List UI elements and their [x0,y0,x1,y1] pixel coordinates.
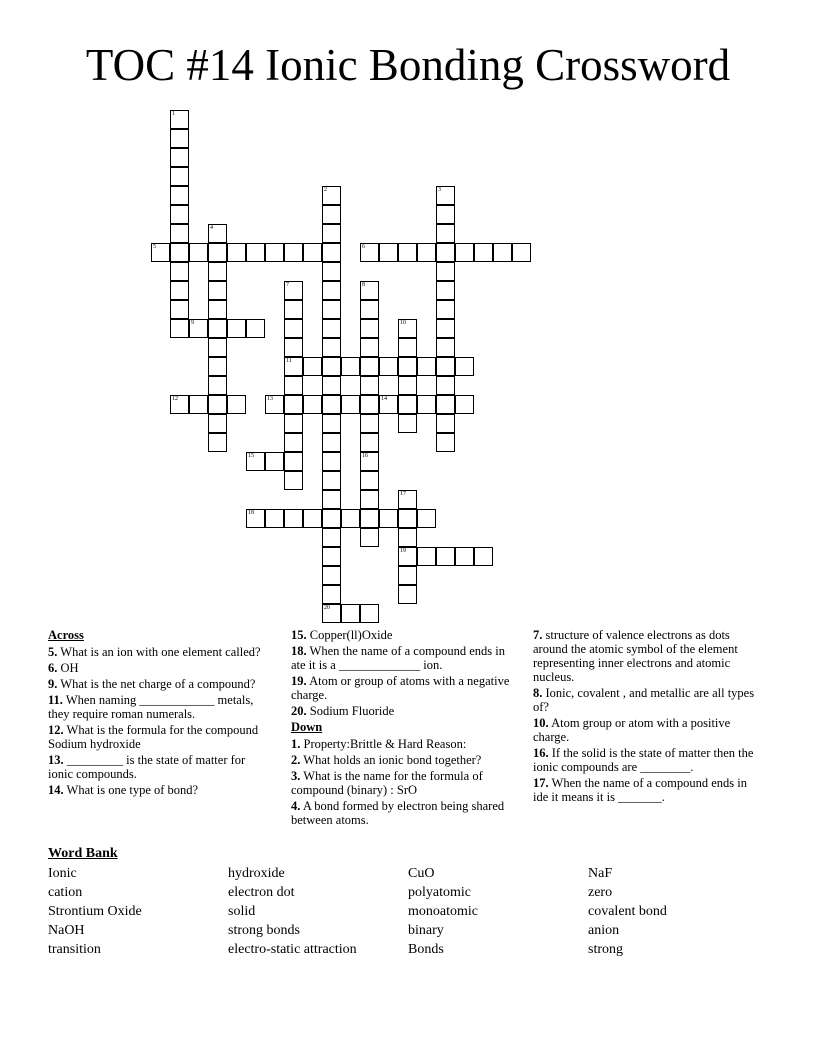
crossword-cell[interactable] [360,243,379,262]
crossword-cell[interactable] [208,281,227,300]
crossword-cell[interactable] [360,338,379,357]
word-bank-item: zero [588,885,613,900]
crossword-cell[interactable] [170,148,189,167]
crossword-cell[interactable] [341,357,360,376]
crossword-cell[interactable] [208,357,227,376]
clue-across-14: 14. What is one type of bond? [48,783,199,797]
crossword-cell[interactable] [322,490,341,509]
word-bank-item: electro-static attraction [228,942,357,957]
clues-column-3 [533,628,765,806]
crossword-cell[interactable] [246,319,265,338]
clue-across-13: 13. _________ is the state of matter for ionic compounds. [48,753,246,781]
crossword-cell[interactable] [284,281,303,300]
word-bank-item: strong bonds [228,923,300,938]
crossword-cell[interactable] [322,566,341,585]
clue-across-20: 20. Sodium Fluoride [291,704,395,718]
crossword-cell[interactable] [322,338,341,357]
crossword-cell[interactable] [284,319,303,338]
crossword-cell[interactable] [436,376,455,395]
crossword-cell[interactable] [322,300,341,319]
clue-number: 10 [400,320,406,326]
crossword-cell[interactable] [170,281,189,300]
crossword-cell[interactable] [379,357,398,376]
crossword-cell[interactable] [417,509,436,528]
crossword-cell[interactable] [360,357,379,376]
clue-down-8: 8. Ionic, covalent , and metallic are all types of? [533,686,755,714]
crossword-cell[interactable] [208,243,227,262]
crossword-cell[interactable] [208,376,227,395]
clue-down-2: 2. What holds an ionic bond together? [291,753,482,767]
crossword-cell[interactable] [227,395,246,414]
word-bank-item: binary [408,923,444,938]
crossword-cell[interactable] [360,376,379,395]
crossword-cell[interactable] [322,433,341,452]
clue-number: 6 [362,244,365,250]
crossword-cell[interactable] [284,376,303,395]
crossword-cell[interactable] [360,433,379,452]
crossword-cell[interactable] [303,395,322,414]
crossword-cell[interactable] [436,281,455,300]
word-bank-item: monoatomic [408,904,478,919]
crossword-cell[interactable] [360,414,379,433]
crossword-cell[interactable] [227,243,246,262]
crossword-cell[interactable] [474,243,493,262]
crossword-cell[interactable] [284,471,303,490]
crossword-cell[interactable] [398,338,417,357]
crossword-cell[interactable] [322,357,341,376]
page-title: TOC #14 Ionic Bonding Crossword [85,40,731,90]
crossword-cell[interactable] [360,319,379,338]
crossword-cell[interactable] [398,319,417,338]
crossword-cell[interactable] [379,509,398,528]
crossword-cell[interactable] [379,243,398,262]
crossword-cell[interactable] [417,547,436,566]
crossword-cell[interactable] [170,319,189,338]
clue-across-6: 6. OH [48,661,79,675]
crossword-cell[interactable] [436,547,455,566]
crossword-cell[interactable] [360,490,379,509]
crossword-cell[interactable] [284,357,303,376]
crossword-cell[interactable] [417,357,436,376]
crossword-cell[interactable] [284,414,303,433]
crossword-cell[interactable] [436,243,455,262]
crossword-cell[interactable] [455,243,474,262]
crossword-cell[interactable] [360,300,379,319]
crossword-cell[interactable] [474,547,493,566]
clue-number: 13 [267,396,273,402]
crossword-cell[interactable] [170,224,189,243]
word-bank-item: Bonds [408,942,444,957]
crossword-cell[interactable] [322,452,341,471]
crossword-cell[interactable] [360,452,379,471]
crossword-cell[interactable] [436,205,455,224]
crossword-cell[interactable] [398,414,417,433]
crossword-cell[interactable] [208,224,227,243]
crossword-cell[interactable] [360,471,379,490]
clue-number: 2 [324,187,327,193]
crossword-cell[interactable] [322,604,341,623]
crossword-cell[interactable] [455,357,474,376]
crossword-cell[interactable] [208,262,227,281]
crossword-cell[interactable] [208,395,227,414]
word-bank-item: electron dot [228,885,295,900]
crossword-cell[interactable] [398,547,417,566]
crossword-cell[interactable] [436,186,455,205]
crossword-cell[interactable] [436,262,455,281]
word-bank-item: covalent bond [588,904,667,919]
clue-number: 7 [286,282,289,288]
crossword-cell[interactable] [208,338,227,357]
crossword-cell[interactable] [284,300,303,319]
clue-across-18: 18. When the name of a compound ends in ate it is a _____________ ion. [291,644,505,672]
crossword-cell[interactable] [284,338,303,357]
word-bank-item: NaF [588,866,613,881]
crossword-cell[interactable] [170,243,189,262]
crossword-cell[interactable] [208,300,227,319]
crossword-cell[interactable] [322,205,341,224]
crossword-cell[interactable] [284,509,303,528]
word-bank-item: transition [48,942,101,957]
crossword-cell[interactable] [417,395,436,414]
clue-number: 5 [153,244,156,250]
clue-number: 15 [248,453,254,459]
crossword-cell[interactable] [189,395,208,414]
word-bank-item: cation [48,885,83,900]
clue-number: 14 [381,396,387,402]
crossword-cell[interactable] [398,243,417,262]
word-bank-item: hydroxide [228,866,285,881]
crossword-cell[interactable] [360,528,379,547]
clue-number: 18 [248,510,254,516]
crossword-cell[interactable] [189,243,208,262]
crossword-cell[interactable] [170,110,189,129]
word-bank-item: Ionic [48,866,77,881]
crossword-cell[interactable] [322,319,341,338]
down-heading: Down [291,720,323,734]
crossword-cell[interactable] [322,281,341,300]
crossword-cell[interactable] [436,300,455,319]
crossword-cell[interactable] [265,243,284,262]
clue-down-10: 10. Atom group or atom with a positive charge. [533,716,731,744]
word-bank-heading: Word Bank [48,846,118,861]
crossword-cell[interactable] [151,243,170,262]
crossword-cell[interactable] [208,414,227,433]
crossword-cell[interactable] [322,186,341,205]
crossword-cell[interactable] [322,528,341,547]
crossword-cell[interactable] [284,243,303,262]
crossword-cell[interactable] [322,224,341,243]
crossword-cell[interactable] [379,395,398,414]
crossword-cell[interactable] [284,395,303,414]
clue-number: 16 [362,453,368,459]
crossword-cell[interactable] [398,509,417,528]
crossword-cell[interactable] [170,395,189,414]
crossword-cell[interactable] [227,319,246,338]
word-bank-column-4 [588,864,667,959]
word-bank-column-3 [408,864,478,959]
crossword-cell[interactable] [170,205,189,224]
clue-across-9: 9. What is the net charge of a compound? [48,677,256,691]
crossword-cell[interactable] [436,338,455,357]
crossword-cell[interactable] [436,395,455,414]
clue-across-11: 11. When naming ____________ metals, they require roman numerals. [48,693,254,721]
crossword-cell[interactable] [512,243,531,262]
clue-down-1: 1. Property:Brittle & Hard Reason: [291,737,467,751]
clue-number: 9 [191,320,194,326]
clue-down-16: 16. If the solid is the state of matter then the ionic compounds are ________. [533,746,754,774]
crossword-cell[interactable] [436,224,455,243]
word-bank-item: polyatomic [408,885,471,900]
across-heading: Across [48,628,84,642]
clue-number: 8 [362,282,365,288]
crossword-cell[interactable] [303,243,322,262]
crossword-cell[interactable] [417,243,436,262]
clue-number: 3 [438,187,441,193]
clue-down-7: 7. structure of valence electrons as dots around the atomic symbol of the element representing inner electrons and atomic nucleus. [533,628,738,684]
crossword-cell[interactable] [341,395,360,414]
crossword-cell[interactable] [246,452,265,471]
word-bank-column-2 [228,864,357,959]
crossword-cell[interactable] [265,452,284,471]
word-bank-item: anion [588,923,620,938]
crossword-cell[interactable] [398,395,417,414]
crossword-cell[interactable] [398,585,417,604]
clue-across-15: 15. Copper(ll)Oxide [291,628,393,642]
clue-across-19: 19. Atom or group of atoms with a negative charge. [291,674,510,702]
crossword-cell[interactable] [284,433,303,452]
crossword-cell[interactable] [493,243,512,262]
crossword-cell[interactable] [170,129,189,148]
crossword-cell[interactable] [341,604,360,623]
crossword-cell[interactable] [208,319,227,338]
clue-across-5: 5. What is an ion with one element called? [48,645,261,659]
crossword-cell[interactable] [322,243,341,262]
clue-number: 20 [324,605,330,611]
crossword-cell[interactable] [322,376,341,395]
crossword-cell[interactable] [360,604,379,623]
crossword-cell[interactable] [455,395,474,414]
clue-across-12: 12. What is the formula for the compound Sodium hydroxide [48,723,259,751]
crossword-cell[interactable] [246,243,265,262]
crossword-cell[interactable] [436,319,455,338]
crossword-cell[interactable] [208,433,227,452]
clue-number: 4 [210,225,213,231]
crossword-cell[interactable] [322,585,341,604]
word-bank-item: solid [228,904,256,919]
crossword-cell[interactable] [455,547,474,566]
crossword-cell[interactable] [398,528,417,547]
crossword-cell[interactable] [436,357,455,376]
crossword-cell[interactable] [398,357,417,376]
clue-down-3: 3. What is the name for the formula of compound (binary) : SrO [291,769,483,797]
crossword-cell[interactable] [322,395,341,414]
crossword-cell[interactable] [189,319,208,338]
clues-column-2 [291,628,519,829]
crossword-cell[interactable] [170,167,189,186]
crossword-cell[interactable] [436,414,455,433]
crossword-cell[interactable] [322,547,341,566]
crossword-cell[interactable] [170,300,189,319]
crossword-cell[interactable] [341,509,360,528]
word-bank-item: Strontium Oxide [48,904,142,919]
clue-down-4: 4. A bond formed by electron being shared between atoms. [291,799,505,827]
crossword-cell[interactable] [322,509,341,528]
crossword-cell[interactable] [360,281,379,300]
crossword-cell[interactable] [398,566,417,585]
crossword-cell[interactable] [398,376,417,395]
crossword-cell[interactable] [322,414,341,433]
clue-number: 19 [400,548,406,554]
crossword-cell[interactable] [265,509,284,528]
clue-number: 17 [400,491,406,497]
crossword-cell[interactable] [246,509,265,528]
crossword-cell[interactable] [360,395,379,414]
word-bank-item: strong [588,942,623,957]
word-bank-item: NaOH [48,923,85,938]
word-bank-item: CuO [408,866,435,881]
clues-column-1 [48,628,273,799]
crossword-cell[interactable] [303,509,322,528]
crossword-cell[interactable] [360,509,379,528]
crossword-cell[interactable] [265,395,284,414]
clue-number: 11 [286,358,292,364]
crossword-cell[interactable] [170,186,189,205]
crossword-cell[interactable] [284,452,303,471]
clue-down-17: 17. When the name of a compound ends in ide it means it is _______. [533,776,747,804]
crossword-cell[interactable] [170,262,189,281]
clue-number: 12 [172,396,178,402]
crossword-cell[interactable] [303,357,322,376]
crossword-cell[interactable] [436,433,455,452]
word-bank-column-1 [48,864,142,959]
crossword-cell[interactable] [398,490,417,509]
crossword-cell[interactable] [322,471,341,490]
crossword-cell[interactable] [322,262,341,281]
clue-number: 1 [172,111,175,117]
